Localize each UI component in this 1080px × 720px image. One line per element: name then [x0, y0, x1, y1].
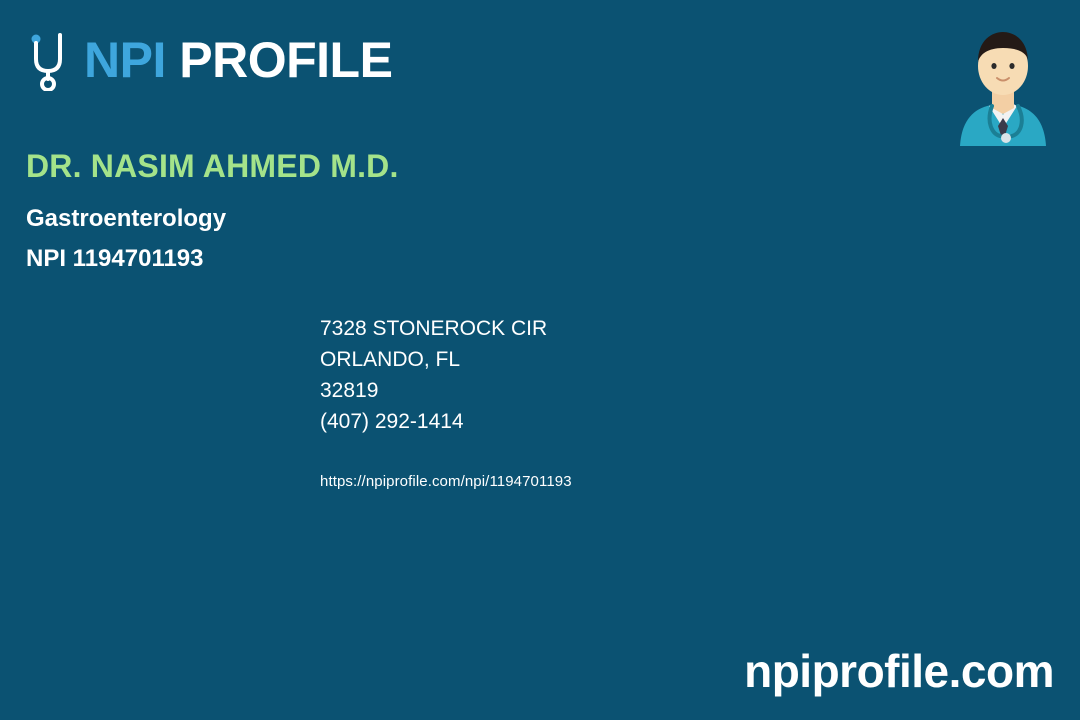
footer-domain: npiprofile.com	[744, 645, 1054, 697]
brand-title-profile: PROFILE	[165, 32, 393, 88]
profile-url-link[interactable]: https://npiprofile.com/npi/1194701193	[320, 473, 572, 490]
address-zip: 32819	[320, 379, 379, 402]
provider-specialty: Gastroenterology	[26, 205, 227, 232]
address-street: 7328 STONEROCK CIR	[320, 317, 548, 340]
stethoscope-icon	[24, 29, 78, 91]
address-city-state: ORLANDO, FL	[320, 348, 461, 371]
doctor-avatar-icon	[948, 18, 1058, 146]
address-block	[320, 313, 547, 437]
brand-header	[24, 28, 392, 92]
provider-name: DR. NASIM AHMED M.D.	[26, 148, 399, 184]
brand-title	[84, 32, 393, 88]
brand-title-npi: NPI	[84, 32, 166, 88]
provider-npi-number: NPI 1194701193	[26, 245, 204, 272]
address-phone: (407) 292-1414	[320, 410, 464, 433]
